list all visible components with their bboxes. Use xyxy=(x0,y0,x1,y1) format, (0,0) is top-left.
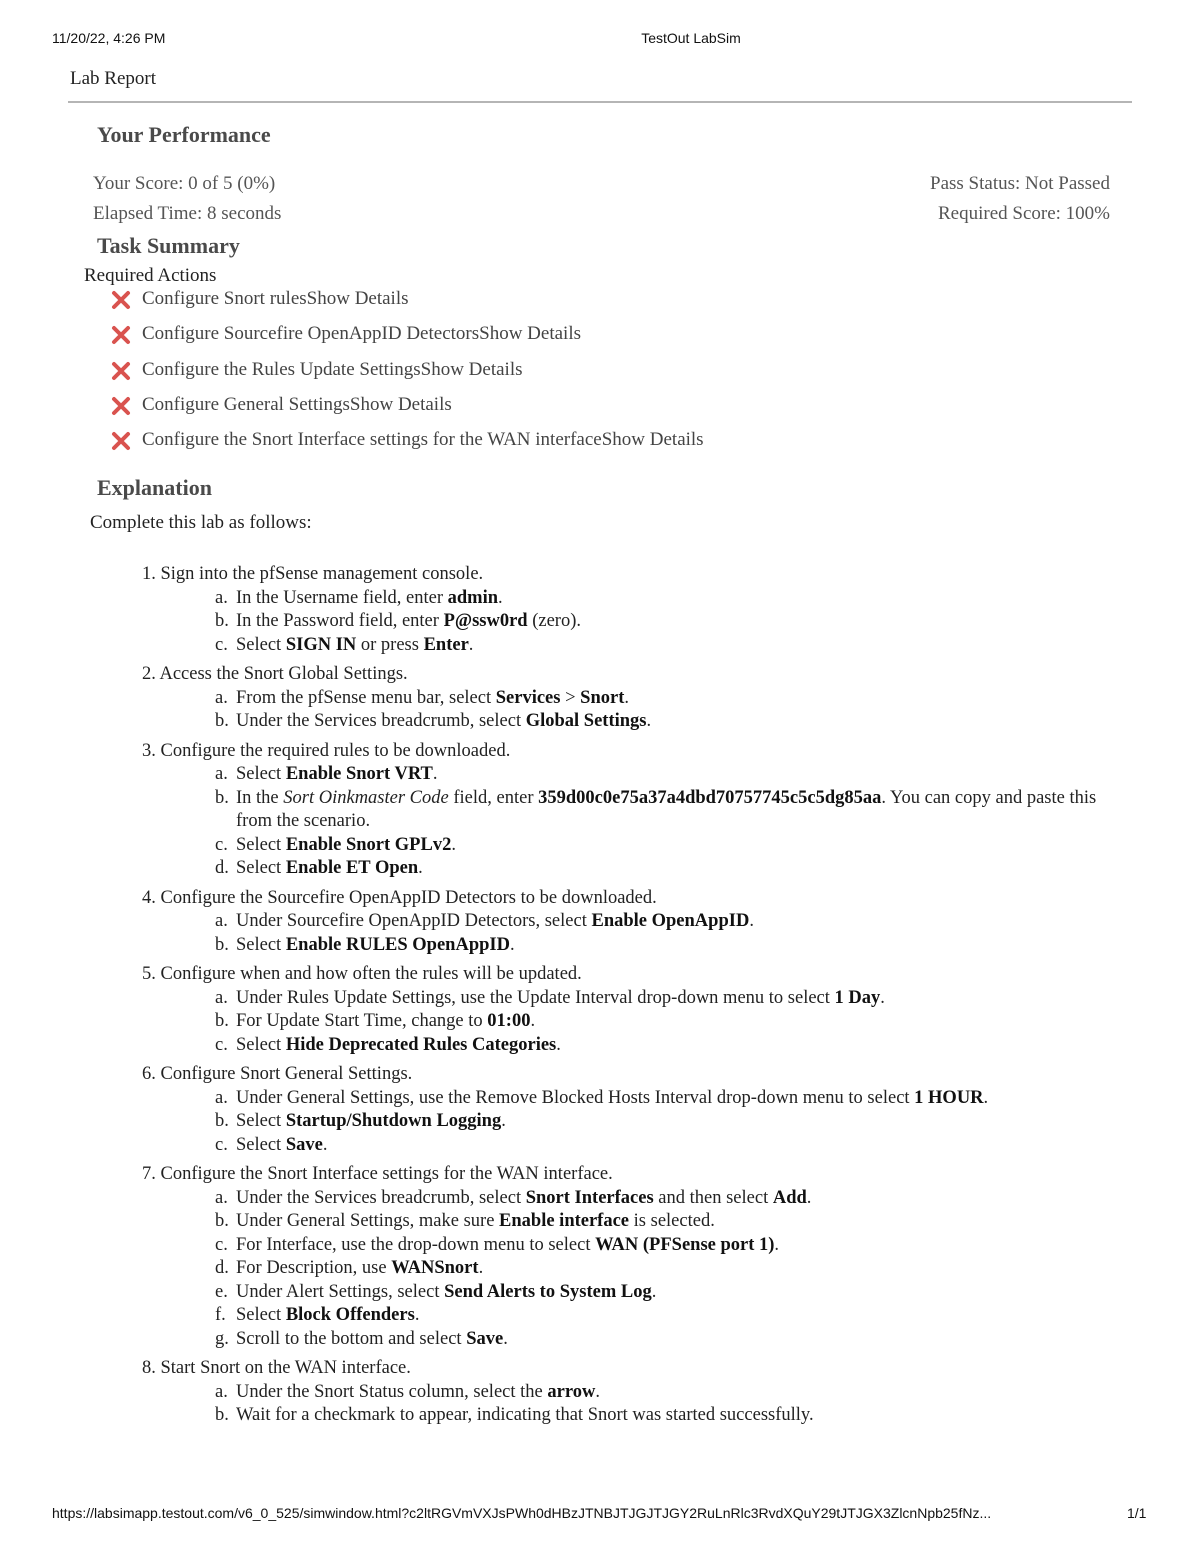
emphasis-bold: 359d00c0e75a37a4dbd70757745c5c5dg85aa xyxy=(538,787,882,808)
substep-label: a. xyxy=(215,1087,228,1108)
substep xyxy=(215,710,1122,734)
substep-label: c. xyxy=(215,634,228,655)
title-divider xyxy=(68,101,1132,103)
substep-text: For Interface, use the drop-down menu to select WAN (PFSense port 1). xyxy=(236,1234,780,1255)
instruction-step xyxy=(142,740,1122,881)
emphasis-bold: Add xyxy=(772,1187,807,1208)
substep xyxy=(215,687,1122,711)
substep xyxy=(215,587,1122,611)
substep-label: b. xyxy=(215,934,229,955)
task-label: Configure the Snort Interface settings for the WAN interface xyxy=(142,429,602,450)
substep xyxy=(215,1234,1122,1258)
print-footer xyxy=(0,1505,1200,1525)
substep xyxy=(215,834,1122,858)
substep-label: f. xyxy=(215,1305,226,1325)
emphasis-bold: Global Settings xyxy=(525,711,647,731)
substep xyxy=(215,857,1122,881)
x-icon xyxy=(110,395,132,417)
task-list xyxy=(110,288,704,464)
substep-label: a. xyxy=(215,687,228,708)
substep xyxy=(215,910,1122,934)
substep-list xyxy=(142,687,1122,734)
substep xyxy=(215,1087,1122,1111)
emphasis-bold: Save xyxy=(285,1134,323,1155)
emphasis-bold: Enable RULES OpenAppID xyxy=(285,934,510,955)
substep-text: Under the Services breadcrumb, select Snort Interfaces and then select Add. xyxy=(236,1187,812,1208)
substep-text: In the Username field, enter admin. xyxy=(236,587,503,608)
substep-text: Select Save. xyxy=(236,1134,328,1155)
substep-list xyxy=(142,987,1122,1058)
substep-text: Select Enable RULES OpenAppID. xyxy=(236,934,515,955)
substep-label: a. xyxy=(215,1381,228,1402)
substep xyxy=(215,1210,1122,1234)
task-item xyxy=(110,288,704,323)
substep xyxy=(215,1257,1122,1281)
required-score: Required Score: 100% xyxy=(937,203,1110,224)
explanation-intro: Complete this lab as follows: xyxy=(90,512,312,533)
substep-label: b. xyxy=(215,711,229,731)
task-item xyxy=(110,359,704,394)
substep-text: Select Hide Deprecated Rules Categories. xyxy=(236,1034,561,1055)
substep xyxy=(215,787,1122,834)
substep-list xyxy=(142,910,1122,957)
step-text: 2. Access the Snort Global Settings. xyxy=(142,664,408,684)
substep xyxy=(215,1034,1122,1058)
instruction-steps xyxy=(142,563,1122,1434)
task-item xyxy=(110,394,704,429)
task-item xyxy=(110,429,704,464)
substep xyxy=(215,634,1122,658)
substep-text: Under General Settings, use the Remove Blocked Hosts Interval drop-down menu to select 1 HOUR. xyxy=(236,1087,989,1108)
print-page-title: TestOut LabSim xyxy=(641,30,741,46)
substep-text: Select SIGN IN or press Enter. xyxy=(236,634,474,655)
substep xyxy=(215,763,1122,787)
emphasis-bold: Snort xyxy=(580,687,625,708)
show-details-link[interactable]: Show Details xyxy=(479,323,581,345)
elapsed-time: Elapsed Time: 8 seconds xyxy=(93,203,282,224)
substep-text: Select Enable Snort VRT. xyxy=(236,764,438,784)
substep-list xyxy=(142,763,1122,881)
emphasis-bold: Enable OpenAppID xyxy=(591,911,750,931)
substep-text: Under Rules Update Settings, use the Update Interval drop-down menu to select 1 Day. xyxy=(236,987,885,1008)
emphasis-bold: Save xyxy=(466,1328,504,1349)
emphasis-bold: Enable interface xyxy=(499,1211,630,1231)
substep-label: c. xyxy=(215,1134,228,1155)
substep xyxy=(215,1110,1122,1134)
substep xyxy=(215,1304,1122,1328)
emphasis-bold: P@ssw0rd xyxy=(443,611,528,631)
step-text: 6. Configure Snort General Settings. xyxy=(142,1064,413,1084)
emphasis-bold: WANSnort xyxy=(391,1258,479,1278)
show-details-link[interactable]: Show Details xyxy=(306,288,409,309)
substep-label: c. xyxy=(215,1034,228,1055)
instruction-step xyxy=(142,1063,1122,1157)
emphasis-bold: Startup/Shutdown Logging xyxy=(285,1111,502,1131)
substep-text: In the Password field, enter P@ssw0rd (zero). xyxy=(236,611,581,631)
x-icon xyxy=(110,289,132,311)
substep xyxy=(215,987,1122,1011)
substep-label: a. xyxy=(215,911,228,931)
substep-text: Under General Settings, make sure Enable interface is selected. xyxy=(236,1211,715,1231)
emphasis-bold: Services xyxy=(495,687,561,708)
explanation-heading: Explanation xyxy=(97,475,212,500)
emphasis-bold: Enable Snort VRT xyxy=(285,764,433,784)
task-label: Configure Sourcefire OpenAppID Detectors xyxy=(142,323,480,345)
performance-heading: Your Performance xyxy=(97,122,271,147)
substep-label: c. xyxy=(215,1234,228,1255)
step-text: 1. Sign into the pfSense management console. xyxy=(142,564,484,584)
task-label: Configure General Settings xyxy=(142,393,350,415)
substep-text: In the Sort Oinkmaster Code field, enter 359d00c0e75a37a4dbd70757745c5c5dg85aa. You can copy and paste this from the scenario. xyxy=(236,787,1097,831)
step-text: 8. Start Snort on the WAN interface. xyxy=(142,1358,411,1378)
substep-text: Under the Services breadcrumb, select Global Settings. xyxy=(236,711,652,731)
substep xyxy=(215,1010,1122,1034)
instruction-step xyxy=(142,963,1122,1057)
emphasis-bold: 1 HOUR xyxy=(914,1087,984,1108)
emphasis-bold: 01:00 xyxy=(487,1011,531,1031)
emphasis-bold: admin xyxy=(447,587,499,608)
substep-text: Select Startup/Shutdown Logging. xyxy=(236,1111,506,1131)
substep xyxy=(215,1281,1122,1305)
substep xyxy=(215,1134,1122,1158)
substep xyxy=(215,934,1122,958)
substep-list xyxy=(142,1087,1122,1158)
emphasis-bold: arrow xyxy=(547,1381,596,1402)
substep-label: g. xyxy=(215,1328,229,1349)
show-details-link[interactable]: Show Details xyxy=(601,429,704,450)
substep-text: Under the Snort Status column, select the arrow. xyxy=(236,1381,600,1402)
substep-text: Under Sourcefire OpenAppID Detectors, select Enable OpenAppID. xyxy=(236,911,754,931)
substep-text: Select Block Offenders. xyxy=(236,1305,420,1325)
substep-label: b. xyxy=(215,1405,229,1425)
substep-list xyxy=(142,1187,1122,1352)
instruction-step xyxy=(142,1163,1122,1351)
pass-status: Pass Status: Not Passed xyxy=(930,173,1110,194)
emphasis-bold: Block Offenders xyxy=(285,1305,415,1325)
task-item xyxy=(110,323,704,358)
substep-label: d. xyxy=(215,1258,229,1278)
substep-label: c. xyxy=(215,834,228,855)
substep xyxy=(215,1381,1122,1405)
substep-label: d. xyxy=(215,858,229,878)
substep-label: a. xyxy=(215,587,228,608)
emphasis-bold: Enable ET Open xyxy=(285,858,419,878)
substep-label: b. xyxy=(215,1011,229,1031)
substep-text: For Update Start Time, change to 01:00. xyxy=(236,1011,536,1031)
x-icon xyxy=(110,360,132,382)
emphasis-bold: SIGN IN xyxy=(285,634,357,655)
instruction-step xyxy=(142,887,1122,958)
substep-label: a. xyxy=(215,1187,228,1208)
substep xyxy=(215,1187,1122,1211)
emphasis-bold: Enable Snort GPLv2 xyxy=(285,834,452,855)
print-page-number: 1/1 xyxy=(1127,1505,1147,1521)
emphasis-bold: 1 Day xyxy=(834,987,881,1008)
instruction-step xyxy=(142,563,1122,657)
step-text: 3. Configure the required rules to be downloaded. xyxy=(142,740,511,761)
substep-text: Select Enable Snort GPLv2. xyxy=(236,834,456,855)
print-url: https://labsimapp.testout.com/v6_0_525/simwindow.html?c2ltRGVmVXJsPWh0dHBzJTNBJTJGJTJGY2RuLnRlc3RvdXQuY29tJTJGX3ZlcnNpb25fNz... xyxy=(52,1505,992,1521)
instruction-step xyxy=(142,663,1122,734)
substep-text: Select Enable ET Open. xyxy=(236,858,423,878)
emphasis-bold: Snort Interfaces xyxy=(525,1187,654,1208)
instruction-step xyxy=(142,1357,1122,1428)
emphasis-bold: Send Alerts to System Log xyxy=(444,1281,652,1302)
show-details-link[interactable]: Show Details xyxy=(420,358,523,380)
required-actions-label: Required Actions xyxy=(84,265,217,286)
step-text: 7. Configure the Snort Interface settings for the WAN interface. xyxy=(142,1164,613,1184)
show-details-link[interactable]: Show Details xyxy=(349,393,452,415)
emphasis-bold: WAN (PFSense port 1) xyxy=(595,1234,775,1255)
print-header xyxy=(0,30,1200,50)
substep-text: For Description, use WANSnort. xyxy=(236,1258,484,1278)
substep-text: Under Alert Settings, select Send Alerts to System Log. xyxy=(236,1281,657,1302)
substep-label: a. xyxy=(215,987,228,1008)
x-icon xyxy=(110,324,132,346)
substep-label: b. xyxy=(215,1211,229,1231)
step-text: 5. Configure when and how often the rules will be updated. xyxy=(142,964,582,984)
substep xyxy=(215,1328,1122,1352)
report-title: Lab Report xyxy=(70,68,157,89)
x-icon xyxy=(110,430,132,452)
print-date: 11/20/22, 4:26 PM xyxy=(52,30,166,46)
substep-label: b. xyxy=(215,611,229,631)
emphasis-italic: Sort Oinkmaster Code xyxy=(283,787,449,808)
step-text: 4. Configure the Sourcefire OpenAppID Detectors to be downloaded. xyxy=(142,887,657,908)
substep-list xyxy=(142,1381,1122,1428)
substep-label: b. xyxy=(215,1111,229,1131)
substep-text: Wait for a checkmark to appear, indicating that Snort was started successfully. xyxy=(236,1405,814,1425)
task-label: Configure Snort rules xyxy=(142,288,307,309)
task-label: Configure the Rules Update Settings xyxy=(142,358,421,380)
substep-label: e. xyxy=(215,1281,228,1302)
emphasis-bold: Enter xyxy=(423,634,469,655)
emphasis-bold: Hide Deprecated Rules Categories xyxy=(285,1034,557,1055)
task-summary-heading: Task Summary xyxy=(97,233,240,258)
substep xyxy=(215,1404,1122,1428)
substep-label: b. xyxy=(215,787,229,808)
substep xyxy=(215,610,1122,634)
substep-text: From the pfSense menu bar, select Services > Snort. xyxy=(236,687,629,708)
substep-list xyxy=(142,587,1122,658)
substep-text: Scroll to the bottom and select Save. xyxy=(236,1328,508,1349)
substep-label: a. xyxy=(215,764,228,784)
your-score: Your Score: 0 of 5 (0%) xyxy=(93,173,276,194)
